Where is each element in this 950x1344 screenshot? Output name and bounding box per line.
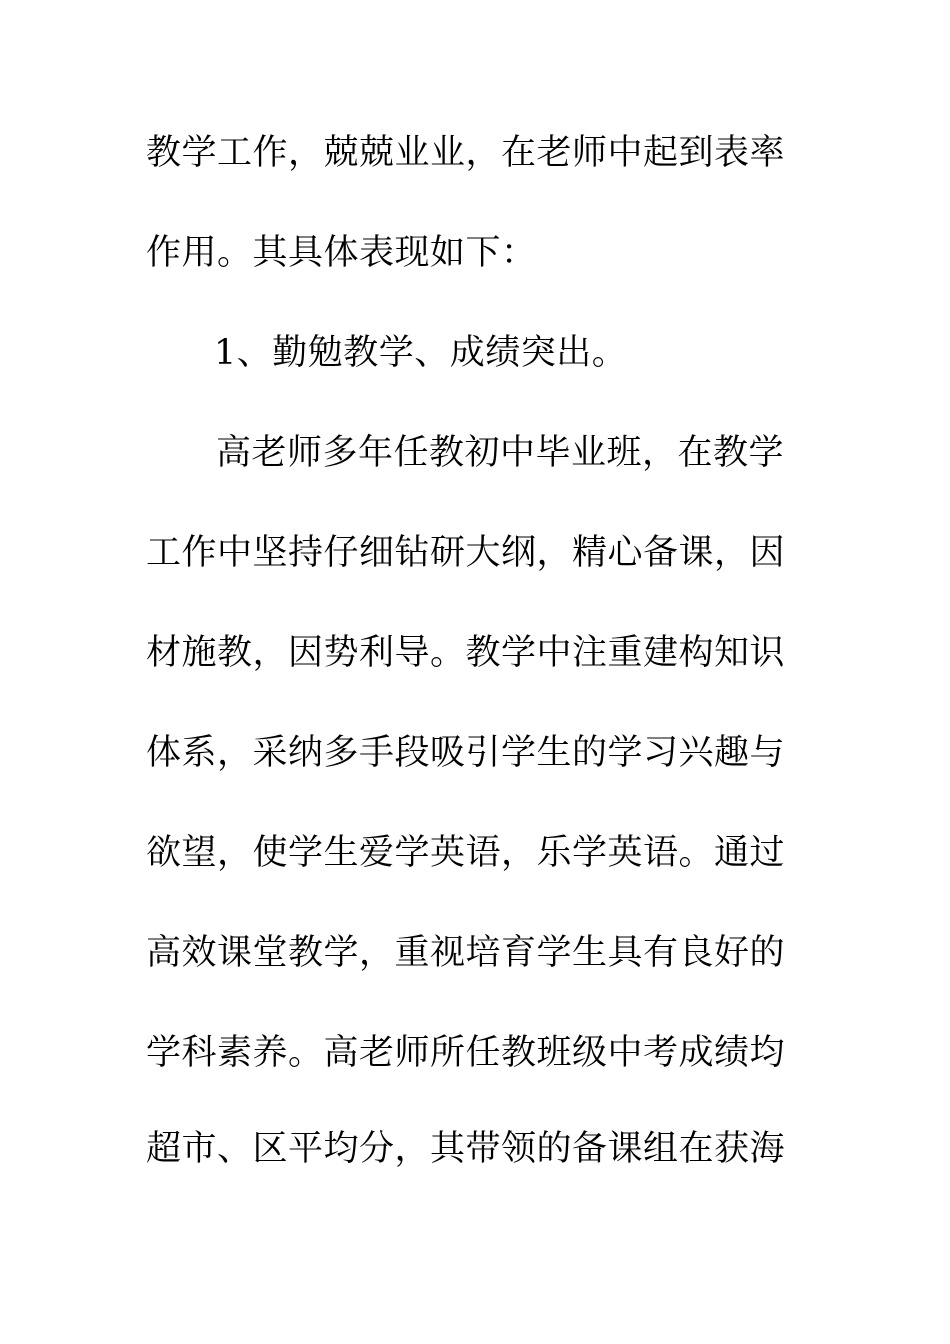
- text-line-11: 超市、区平均分，其带领的备课组在获海: [146, 1129, 786, 1169]
- text-line-9: 高效课堂教学，重视培育学生具有良好的: [146, 933, 786, 973]
- text-line-10: 学科素养。高老师所任教班级中考成绩均: [146, 1033, 786, 1073]
- text-line-4: 高老师多年任教初中毕业班，在教学: [216, 433, 785, 473]
- text-line-1: 教学工作，兢兢业业，在老师中起到表率: [146, 133, 786, 173]
- section-heading: 1、勤勉教学、成绩突出。: [214, 333, 628, 373]
- text-line-8: 欲望，使学生爱学英语，乐学英语。通过: [146, 833, 786, 873]
- text-line-5: 工作中坚持仔细钻研大纲，精心备课，因: [146, 533, 786, 573]
- text-line-6: 材施教，因势利导。教学中注重建构知识: [146, 633, 786, 673]
- text-line-2: 作用。其具体表现如下：: [146, 233, 537, 273]
- text-line-7: 体系，采纳多手段吸引学生的学习兴趣与: [146, 733, 786, 773]
